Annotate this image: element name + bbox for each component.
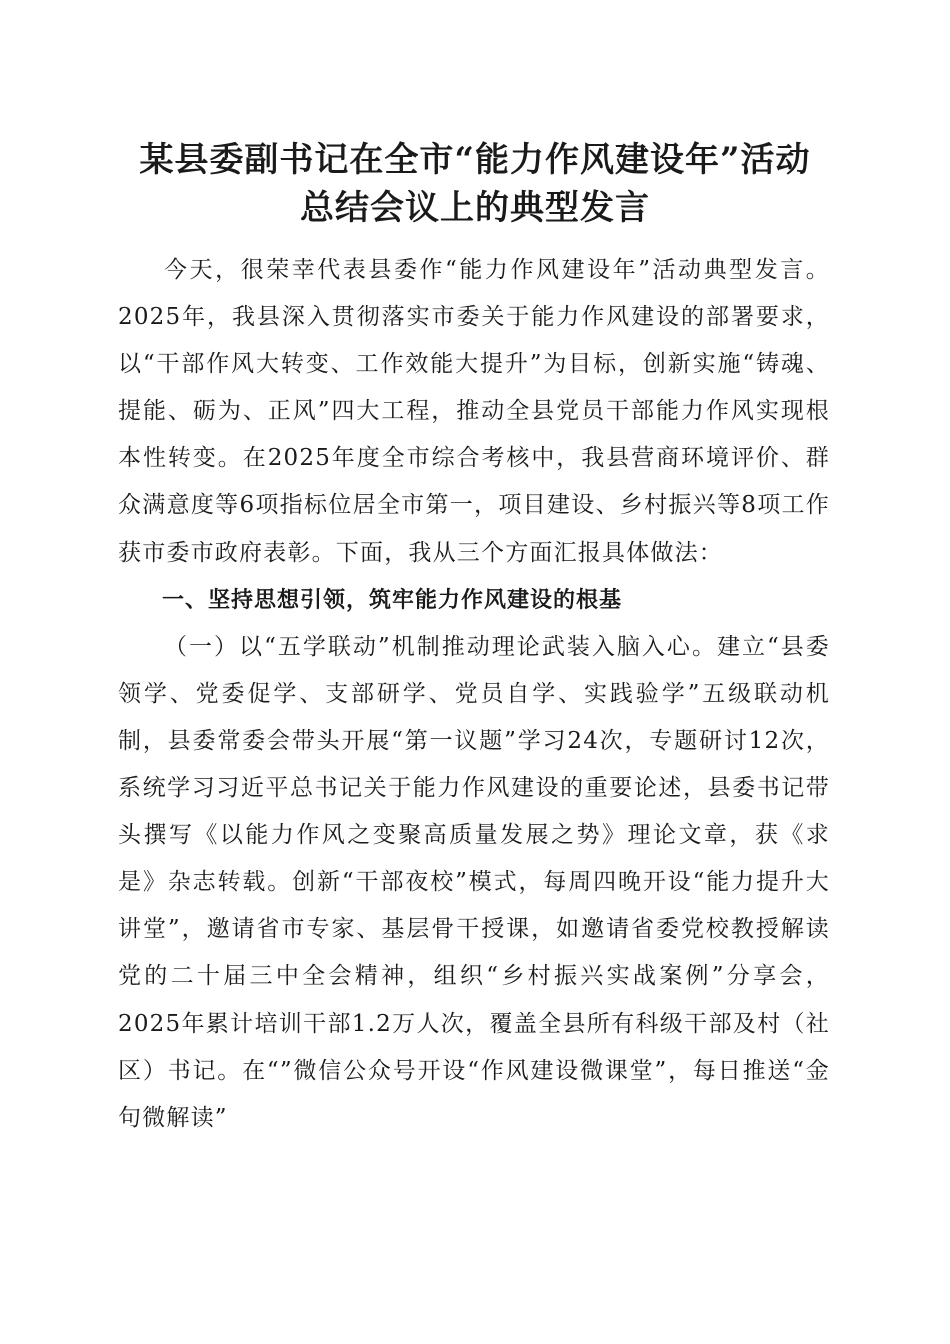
subsection-paragraph-1: （一）以“五学联动”机制推动理论武装入脑入心。建立“县委领学、党委促学、支部研学、党员自学、实践验学”五级联动机制，县委常委会带头开展“第一议题”学习24次，专题研讨12次，系统学习习近平总书记关于能力作风建设的重要论述，县委书记带头撰写《以能力作风之变聚高质量发展之势》理论文章，获《求是》杂志转载。创新“干部夜校”模式，每周四晚开设“能力提升大讲堂”，邀请省市专家、基层骨干授课，如邀请省委党校教授解读党的二十届三中全会精神，组织“乡村振兴实战案例”分享会，2025年累计培训干部1.2万人次，覆盖全县所有科级干部及村（社区）书记。在“”微信公众号开设“作风建设微课堂”，每日推送“金句微解读” <box>118 633 830 1131</box>
document-title-line-2: 总结会议上的典型发言 <box>300 188 650 228</box>
section-heading-1: 一、坚持思想引领，筑牢能力作风建设的根基 <box>162 587 623 613</box>
document-body <box>118 247 830 1142</box>
document-title-line-1: 某县委副书记在全市“能力作风建设年”活动 <box>139 140 811 180</box>
intro-paragraph: 今天，很荣幸代表县委作“能力作风建设年”活动典型发言。2025年，我县深入贯彻落实市委关于能力作风建设的部署要求，以“干部作风大转变、工作效能大提升”为目标，创新实施“铸魂、提能、砺为、正风”四大工程，推动全县党员干部能力作风实现根本性转变。在2025年度全市综合考核中，我县营商环境评价、群众满意度等6项指标位居全市第一，项目建设、乡村振兴等8项工作获市委市政府表彰。下面，我从三个方面汇报具体做法： <box>118 257 830 566</box>
